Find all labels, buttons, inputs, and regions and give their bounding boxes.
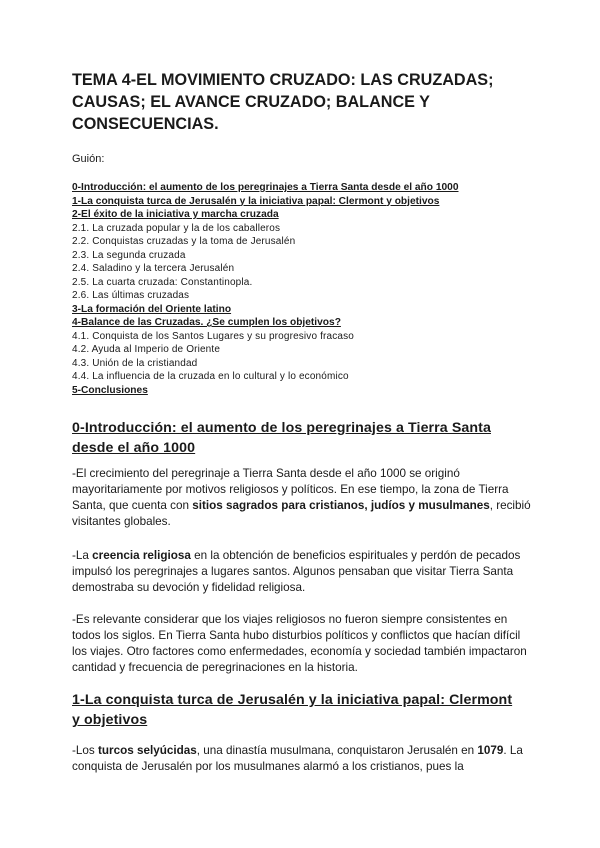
outline-subsection-item: 4.4. La influencia de la cruzada en lo cultural y lo económico	[72, 371, 349, 382]
paragraph-bold-text: sitios sagrados para cristianos, judíos y musulmanes	[192, 499, 490, 512]
paragraph-bold-text: turcos selyúcidas	[97, 744, 197, 757]
outline-subsection-item: 2.2. Conquistas cruzadas y la toma de Jerusalén	[72, 236, 296, 247]
outline-subsection-item: 2.3. La segunda cruzada	[72, 249, 186, 261]
section-0-heading: 0-Introducción: el aumento de los peregrinajes a Tierra Santa desde el año 1000	[72, 420, 491, 456]
outline-label: Guión:	[72, 153, 105, 165]
section-0-paragraph-1	[72, 466, 534, 530]
outline-section-item: 1-La conquista turca de Jerusalén y la iniciativa papal: Clermont y objetivos	[72, 195, 440, 207]
paragraph-text: -Los	[72, 744, 98, 757]
outline-list	[72, 181, 552, 397]
outline-section-item: 4-Balance de las Cruzadas. ¿Se cumplen los objetivos?	[72, 317, 341, 328]
paragraph-bold-text: 1079	[477, 744, 504, 757]
outline-subsection-item: 2.1. La cruzada popular y la de los caballeros	[72, 222, 281, 234]
paragraph-text: -El crecimiento del peregrinaje a Tierra Santa desde el año 1000 se originó mayoritariamente por motivos religiosos y políticos. En ese tiempo, la zona de Tierra Santa, que cuenta con	[72, 467, 509, 512]
paragraph-text: -La	[72, 549, 93, 562]
section-1-paragraph-1	[72, 743, 534, 775]
outline-section-item: 2-El éxito de la iniciativa y marcha cruzada	[72, 209, 279, 220]
outline-subsection-item: 2.5. La cuarta cruzada: Constantinopla.	[72, 276, 253, 288]
outline-subsection-item: 4.1. Conquista de los Santos Lugares y su progresivo fracaso	[72, 330, 354, 342]
paragraph-text: , recibió visitantes globales.	[72, 499, 531, 528]
section-0-paragraph-2	[72, 548, 534, 596]
section-1-heading: 1-La conquista turca de Jerusalén y la iniciativa papal: Clermont y objetivos	[72, 692, 513, 728]
outline-subsection-item: 2.6. Las últimas cruzadas	[72, 290, 190, 301]
section-0-paragraph-3: -Es relevante considerar que los viajes religiosos no fueron siempre consistentes en todos los siglos. En Tierra Santa hubo disturbios políticos y conflictos que hacían difícil los viajes. Otro factores como enfermedades, economía y sociedad también impactaron cantidad y frecuencia de peregrinaciones en la historia.	[72, 613, 527, 674]
paragraph-text: en la obtención de beneficios espirituales y perdón de pecados impulsó los peregrinajes a lugares santos. Algunos pensaban que visitar Tierra Santa demostraba su devoción y fidelidad religiosa.	[72, 549, 521, 594]
document-title: TEMA 4-EL MOVIMIENTO CRUZADO: LAS CRUZADAS; CAUSAS; EL AVANCE CRUZADO; BALANCE Y CONSECUENCIAS.	[72, 71, 494, 133]
paragraph-bold-text: creencia religiosa	[92, 549, 191, 562]
outline-section-item: 0-Introducción: el aumento de los peregrinajes a Tierra Santa desde el año 1000	[72, 182, 459, 193]
outline-section-item: 5-Conclusiones	[72, 384, 148, 396]
outline-subsection-item: 2.4. Saladino y la tercera Jerusalén	[72, 263, 235, 274]
outline-subsection-item: 4.3. Unión de la cristiandad	[72, 357, 198, 369]
outline-subsection-item: 4.2. Ayuda al Imperio de Oriente	[72, 344, 221, 355]
outline-section-item: 3-La formación del Oriente latino	[72, 303, 232, 315]
paragraph-text: . La conquista de Jerusalén por los musulmanes alarmó a los cristianos, pues la	[72, 744, 523, 773]
paragraph-text: , una dinastía musulmana, conquistaron Jerusalén en	[196, 744, 478, 757]
